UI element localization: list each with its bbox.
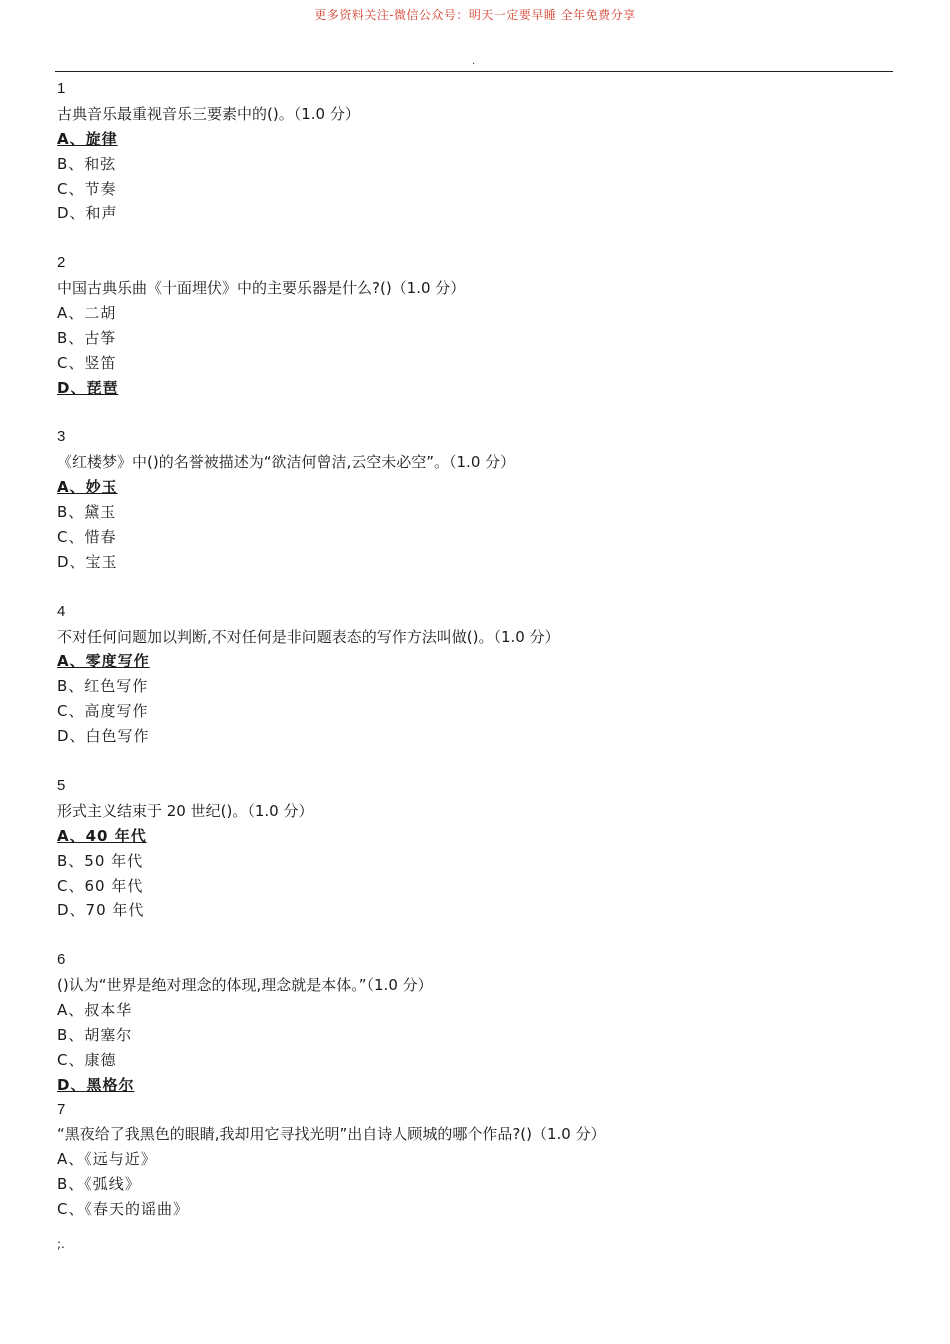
spacer [57,401,887,426]
option-correct: A、旋律 [57,129,118,148]
option: D、白色写作 [57,727,150,746]
question-text: 古典音乐最重视音乐三要素中的()。（1.0 分） [57,104,360,123]
header-mark: . [472,56,476,67]
option: D、宝玉 [57,552,118,571]
header-rule [55,71,893,72]
spacer [57,749,887,774]
spacer [57,575,887,600]
question-number: 3 [57,428,66,446]
option: A、二胡 [57,304,117,323]
question-list [57,77,887,1222]
option: B、古筝 [57,328,117,347]
option: C、60 年代 [57,876,144,895]
question-number: 4 [57,602,66,620]
question-number: 6 [57,951,66,969]
option: C、康德 [57,1050,117,1069]
option: B、《弧线》 [57,1175,141,1194]
option: B、和弦 [57,154,117,173]
option: C、高度写作 [57,702,149,721]
option: D、70 年代 [57,901,145,920]
question-text: ()认为“世界是绝对理念的体现,理念就是本体。”（1.0 分） [57,976,433,995]
question-text: 《红楼梦》中()的名誉被描述为“欲洁何曾洁,云空未必空”。（1.0 分） [57,453,516,472]
question-text: “黑夜给了我黑色的眼睛,我却用它寻找光明”出自诗人顾城的哪个作品?()（1.0 分） [57,1125,606,1144]
footer-mark: ;. [57,1237,65,1251]
option: B、黛玉 [57,503,117,522]
question-number: 5 [57,776,66,794]
question-number: 7 [57,1100,66,1118]
option-correct: A、零度写作 [57,652,150,671]
option-correct: A、妙玉 [57,478,118,497]
question-number: 1 [57,80,66,97]
question-number: 2 [57,254,66,272]
question-text: 不对任何问题加以判断,不对任何是非问题表态的写作方法叫做()。（1.0 分） [57,627,560,646]
option: C、《春天的谣曲》 [57,1200,189,1219]
option: A、叔本华 [57,1000,133,1019]
option: B、胡塞尔 [57,1025,133,1044]
option: B、50 年代 [57,851,144,870]
option: C、竖笛 [57,353,117,372]
spacer [57,923,887,948]
option: A、《远与近》 [57,1150,157,1169]
option-correct: D、黑格尔 [57,1075,135,1094]
option-correct: A、40 年代 [57,826,147,845]
option: C、节奏 [57,179,117,198]
option: B、红色写作 [57,677,149,696]
spacer [57,226,887,251]
option-correct: D、琵琶 [57,378,119,397]
question-text: 中国古典乐曲《十面埋伏》中的主要乐器是什么?()（1.0 分） [57,279,466,298]
promo-banner: 更多资料关注-微信公众号：明天一定要早睡 全年免费分享 [314,8,636,22]
question-text: 形式主义结束于 20 世纪()。（1.0 分） [57,801,314,820]
option: C、惜春 [57,528,117,547]
option: D、和声 [57,204,118,223]
